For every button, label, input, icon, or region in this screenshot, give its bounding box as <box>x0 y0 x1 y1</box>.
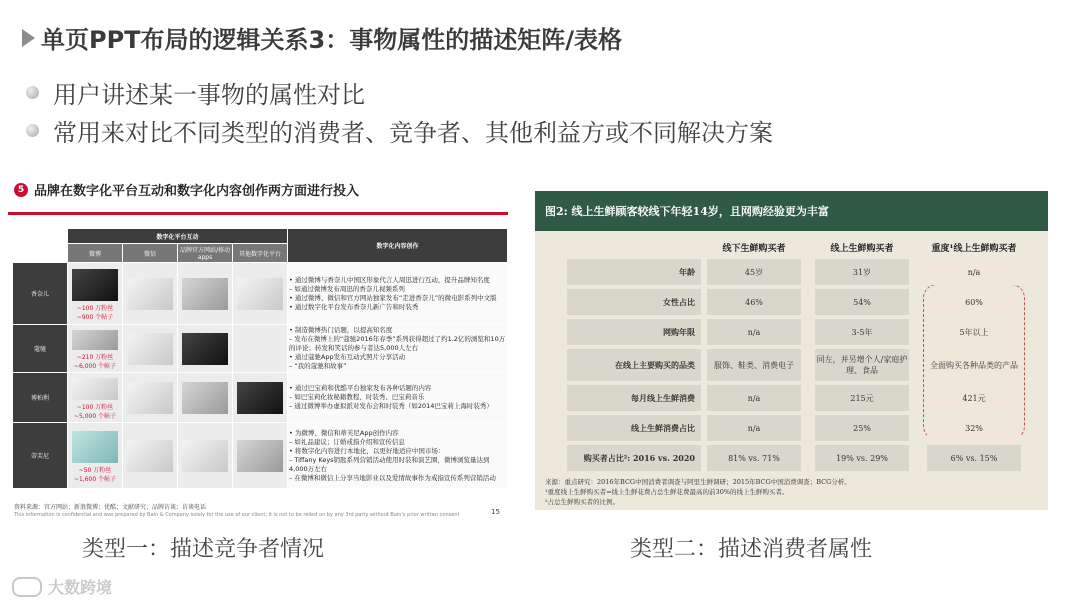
content-line: • 制造微博热门话题，以提高知名度 <box>289 326 393 334</box>
other-thumbnail <box>237 382 283 414</box>
brand-cell: 博柏利 <box>13 373 68 423</box>
slide-title <box>22 20 622 55</box>
bullet-text: 用户讲述某一事物的属性对比 <box>53 81 365 109</box>
bullet-dot-icon <box>26 86 39 99</box>
weibo-cell <box>68 373 123 423</box>
fan-stat: ~100 万粉丝 ~900 个帖子 <box>76 304 114 321</box>
weibo-cell <box>68 325 123 373</box>
table-row <box>13 373 508 423</box>
site-cell <box>178 373 233 423</box>
table-row <box>13 423 508 489</box>
table-row <box>13 263 508 325</box>
watermark-logo-icon <box>12 577 42 597</box>
subcol-header: 其他数字化平台 <box>233 244 288 263</box>
value-cell: n/a <box>927 259 1021 285</box>
value-cell: 215元 <box>815 385 909 411</box>
weibo-cell <box>68 423 123 489</box>
wechat-thumbnail <box>127 333 173 365</box>
content-line: – 发布在微博上的“蔻驰2016年春季”系列获得超过了约1.2亿的浏览和10万的评论；转发和笑话的参与者达5,000人左右 <box>289 335 506 352</box>
weibo-thumbnail <box>72 269 118 301</box>
value-cell: n/a <box>707 385 801 411</box>
weibo-thumbnail <box>72 378 118 400</box>
wechat-cell <box>123 423 178 489</box>
content-line: – Tiffany Keys钥匙系列营销活动使用时装和演艺圈，微博浏览量达到4,000万左右 <box>289 455 490 473</box>
site-thumbnail <box>182 382 228 414</box>
right-note: ²占总生鲜购买者的比例。 <box>545 498 620 506</box>
col-header: 线下生鲜购买者 <box>722 244 786 254</box>
watermark-text: 大数跨境 <box>48 578 113 597</box>
wechat-cell <box>123 263 178 325</box>
brand-cell: 蒂芙尼 <box>13 423 68 489</box>
left-heading <box>14 180 359 199</box>
content-cell <box>288 423 508 489</box>
other-thumbnail <box>237 440 283 472</box>
wechat-cell <box>123 373 178 423</box>
weibo-thumbnail <box>72 431 118 463</box>
caption-type-1: 类型一：描述竞争者情况 <box>82 537 325 562</box>
value-cell: 19% vs. 29% <box>815 445 909 471</box>
other-cell <box>233 373 288 423</box>
content-line: • 通过微博、微信和官方网站独家发布“走进香奈儿”的微电影系列中文版 <box>289 293 497 302</box>
content-line: • 为微博、微信和蒂芙尼App创作内容 <box>289 428 399 437</box>
slide-title-text: 单页PPT布局的逻辑关系3：事物属性的描述矩阵/表格 <box>41 26 623 54</box>
wechat-cell <box>123 325 178 373</box>
content-line: • 通过蔻驰App发布互动式照片分享活动 <box>289 353 406 361</box>
row-label: 网购年限 <box>567 319 701 345</box>
fan-stat: ~100 万粉丝 ~5,000 个帖子 <box>73 403 117 420</box>
content-line: • 通过微博与香奈儿中国区形象代言人周迅进行互动，提升品牌知名度 <box>289 275 490 284</box>
weibo-cell <box>68 263 123 325</box>
content-cell <box>288 325 508 373</box>
left-disclaimer: This information is confidential and was prepared by Bain & Company solely for the use of our client; it is not to be relied on by any 3rd party without Bain's prior written consent <box>14 512 460 518</box>
site-thumbnail <box>182 278 228 310</box>
content-line: – 如礼品建议；订婚戒指介绍和宣传信息 <box>289 437 405 446</box>
value-cell: 32% <box>927 415 1021 441</box>
site-thumbnail <box>182 333 228 365</box>
row-label: 女性占比 <box>567 289 701 315</box>
right-note: 来源：重点研究：2016年BCG中国消费者调查与阿里生鲜调研；2015年BCG中国消费调查；BCG分析。 <box>545 478 851 486</box>
page-number: 15 <box>491 508 500 516</box>
caption-type-2: 类型二：描述消费者属性 <box>630 537 873 562</box>
number-badge: 5 <box>14 183 28 197</box>
weibo-thumbnail <box>72 330 118 350</box>
consumer-slide-image <box>535 191 1048 510</box>
value-cell: 5年以上 <box>927 319 1021 345</box>
value-cell: 25% <box>815 415 909 441</box>
value-cell: 同左，并另增个人/家庭护理、食品 <box>815 349 909 381</box>
value-cell: 60% <box>927 289 1021 315</box>
subcol-header: 品牌官方网站/移动apps <box>178 244 233 263</box>
other-cell <box>233 325 288 373</box>
corner-cell <box>13 229 68 244</box>
right-heading: 图2: 线上生鲜顾客较线下年轻14岁，且网购经验更为丰富 <box>535 191 1048 231</box>
other-cell <box>233 263 288 325</box>
corner-cell <box>13 244 68 263</box>
content-cell <box>288 263 508 325</box>
value-cell: n/a <box>707 415 801 441</box>
value-cell: 6% vs. 15% <box>927 445 1021 471</box>
value-cell: 46% <box>707 289 801 315</box>
wechat-thumbnail <box>127 440 173 472</box>
row-label: 年龄 <box>567 259 701 285</box>
content-line: – 通过微博举办虚拟派对发布会和时装秀（如2014巴宝莉上海时装秀） <box>289 402 493 410</box>
content-line: – “我的蔻驰和故事” <box>289 362 347 370</box>
triangle-bullet-icon <box>22 29 35 47</box>
row-label: 线上生鲜消费占比 <box>567 415 701 441</box>
site-cell <box>178 263 233 325</box>
fan-stat: ~50 万粉丝 ~1,600 个帖子 <box>73 466 117 483</box>
other-cell <box>233 423 288 489</box>
site-cell <box>178 423 233 489</box>
value-cell: 服饰、鞋类、消费电子 <box>707 349 801 381</box>
row-label: 每月线上生鲜消费 <box>567 385 701 411</box>
content-line: – 如通过微博发布周迅的香奈儿视频系列 <box>289 284 405 293</box>
value-cell: 45岁 <box>707 259 801 285</box>
right-note: ¹重度线上生鲜购买者=线上生鲜花费占总生鲜花费最高的前30%的线上生鲜购买者。 <box>545 488 789 496</box>
wechat-thumbnail <box>127 278 173 310</box>
value-cell: 31岁 <box>815 259 909 285</box>
table-row <box>13 325 508 373</box>
content-line: • 通过巴宝莉和优酷平台独家发布各种话题的内容 <box>289 384 432 392</box>
value-cell: 81% vs. 71% <box>707 445 801 471</box>
wechat-thumbnail <box>127 382 173 414</box>
site-thumbnail <box>182 440 228 472</box>
subcol-header: 微信 <box>123 244 178 263</box>
competitor-slide-image <box>8 172 512 522</box>
red-divider <box>8 212 508 215</box>
value-cell: 全面购买各种品类的产品 <box>927 349 1021 381</box>
group-header-platform: 数字化平台互动 <box>68 229 288 244</box>
competitor-table <box>12 228 508 489</box>
content-line: – 如巴宝莉化妆秘籍教程、时装秀、巴宝莉音乐 <box>289 393 425 401</box>
watermark <box>12 575 112 598</box>
content-cell <box>288 373 508 423</box>
row-label: 购买者占比²: 2016 vs. 2020 <box>567 445 701 471</box>
value-cell: 54% <box>815 289 909 315</box>
left-source: 资料来源：官方网站；新浪微博；优酷；文献研究；品牌访谈；访谈电话 <box>14 504 207 511</box>
other-thumbnail <box>237 278 283 310</box>
fan-stat: ~210 万粉丝 ~6,000 个帖子 <box>73 353 117 370</box>
bullet-dot-icon <box>26 124 39 137</box>
left-heading-text: 品牌在数字化平台互动和数字化内容创作两方面进行投入 <box>34 184 360 199</box>
brand-cell: 蔻驰 <box>13 325 68 373</box>
brand-cell: 香奈儿 <box>13 263 68 325</box>
col-header: 线上生鲜购买者 <box>830 244 894 254</box>
subcol-header: 微博 <box>68 244 123 263</box>
content-line: • 通过数字化平台发布香奈儿新广告和时装秀 <box>289 302 419 311</box>
row-label: 在线上主要购买的品类 <box>567 349 701 381</box>
bullet-item-1 <box>26 75 365 110</box>
bullet-text: 常用来对比不同类型的消费者、竞争者、其他利益方或不同解决方案 <box>53 119 773 147</box>
col-header: 重度¹线上生鲜购买者 <box>931 244 1017 254</box>
bullet-item-2 <box>26 113 773 148</box>
content-line: • 将数字化内容进行本地化，以更好地适应中国市场： <box>289 446 445 455</box>
group-header-content: 数字化内容创作 <box>288 229 508 263</box>
site-cell <box>178 325 233 373</box>
value-cell: 421元 <box>927 385 1021 411</box>
value-cell: 3-5年 <box>815 319 909 345</box>
value-cell: n/a <box>707 319 801 345</box>
content-line: – 在微博和微信上分享当地影业以及爱情故事作为戒指宣传系列营销活动 <box>289 473 496 482</box>
